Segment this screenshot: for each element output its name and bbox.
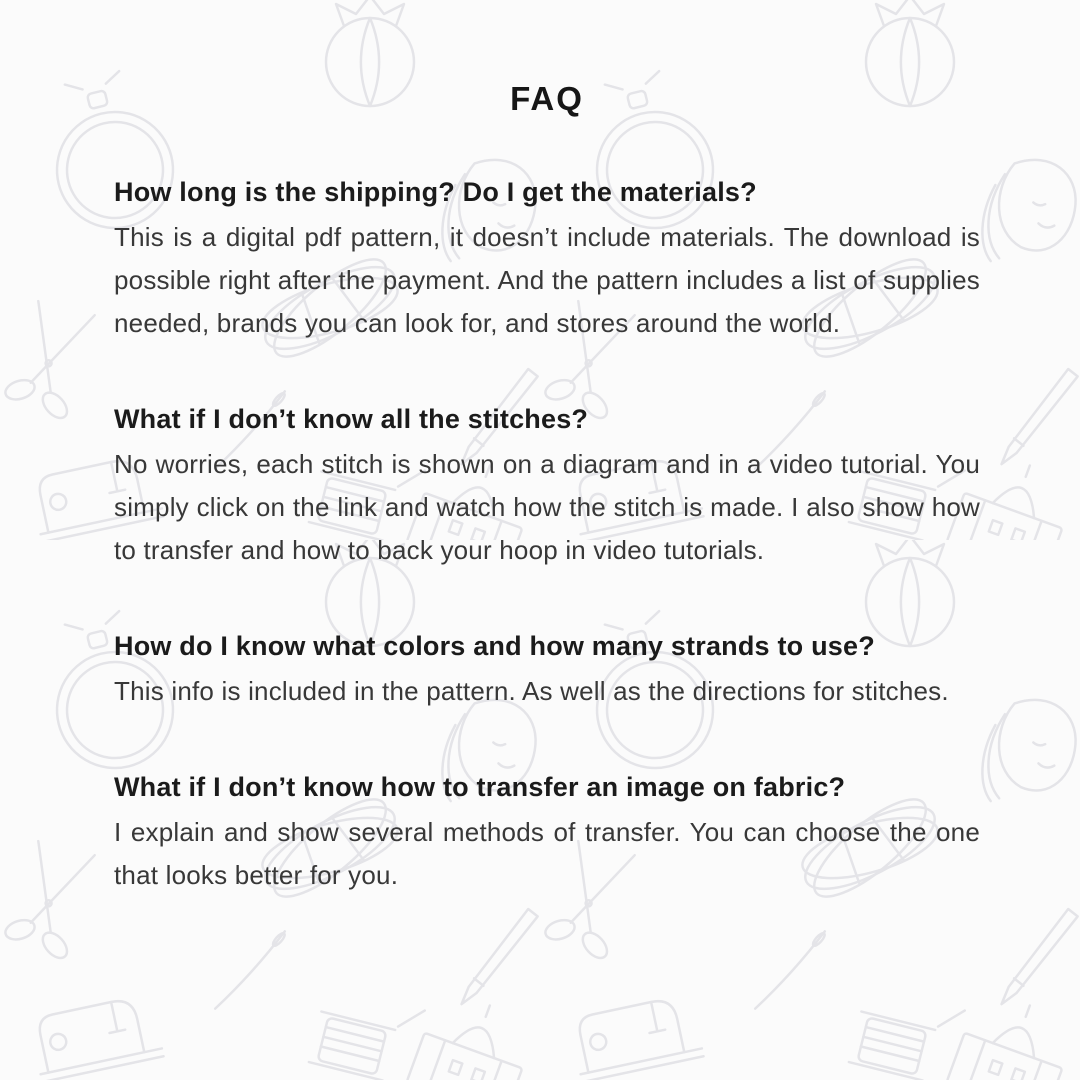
page-title: FAQ: [510, 80, 584, 117]
faq-question: How long is the shipping? Do I get the materials?: [114, 177, 757, 207]
faq-answer: This info is included in the pattern. As well as the directions for stitches.: [114, 676, 949, 706]
faq-answer: I explain and show several methods of transfer. You can choose the one that looks better for you.: [114, 817, 980, 890]
faq-item-stitches: [114, 401, 980, 572]
faq-answer: No worries, each stitch is shown on a diagram and in a video tutorial. You simply click on the link and watch how the stitch is made. I also show how to transfer and how to back your hoop in video tutorials.: [114, 449, 980, 565]
faq-answer: This is a digital pdf pattern, it doesn’t include materials. The download is possible right after the payment. And the pattern includes a list of supplies needed, brands you can look for, and stores around the world.: [114, 222, 980, 338]
faq-item-colors-strands: [114, 628, 980, 713]
faq-question: What if I don’t know all the stitches?: [114, 404, 589, 434]
faq-item-shipping: [114, 174, 980, 345]
faq-question: What if I don’t know how to transfer an image on fabric?: [114, 772, 846, 802]
faq-item-transfer: [114, 769, 980, 897]
faq-question: How do I know what colors and how many strands to use?: [114, 631, 875, 661]
